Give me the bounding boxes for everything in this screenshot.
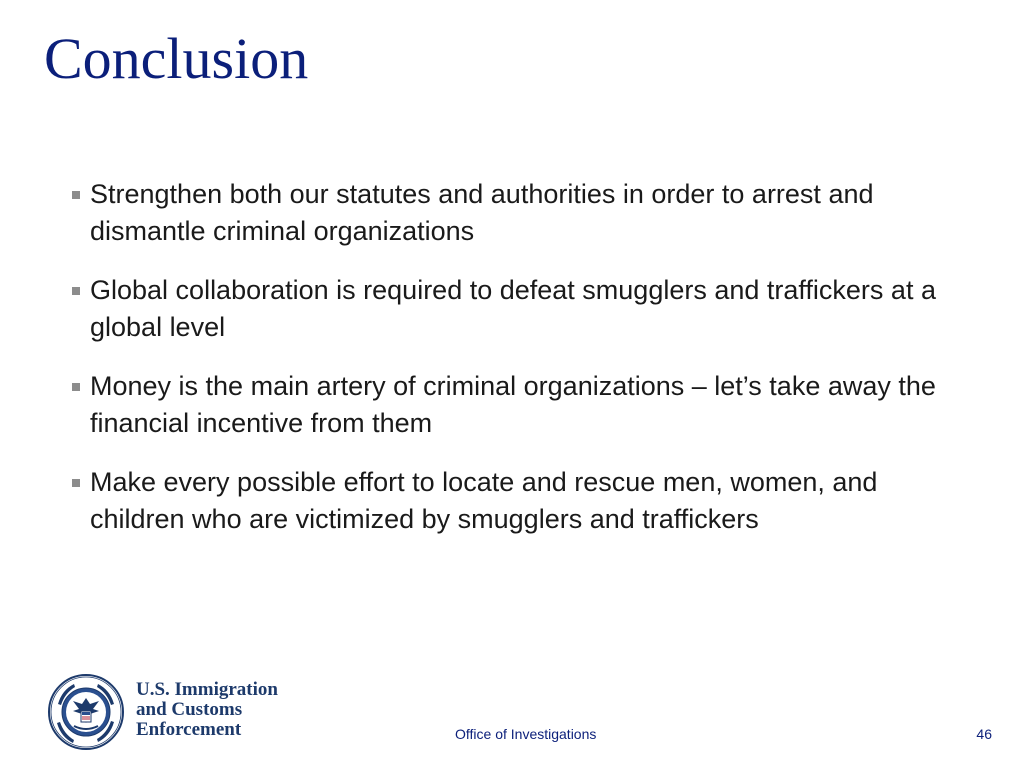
bullet-text: Global collaboration is required to defeat smugglers and traffickers at a global level: [90, 275, 936, 342]
agency-name-line: U.S. Immigration: [136, 679, 278, 700]
square-bullet-icon: [72, 479, 80, 487]
ice-logo: [44, 670, 304, 752]
slide-title: Conclusion: [44, 26, 309, 91]
bullet-item: [72, 368, 972, 442]
agency-name-line: and Customs: [136, 699, 243, 720]
footer-office-label: Office of Investigations: [455, 726, 597, 742]
bullet-text: Money is the main artery of criminal organizations – let’s take away the financial incentive from them: [90, 371, 936, 438]
dhs-seal-icon: [48, 674, 124, 750]
square-bullet-icon: [72, 191, 80, 199]
square-bullet-icon: [72, 287, 80, 295]
agency-name: [136, 680, 278, 740]
agency-name-line: Enforcement: [136, 719, 242, 740]
bullet-text: Make every possible effort to locate and rescue men, women, and children who are victimized by smugglers and traffickers: [90, 467, 878, 534]
square-bullet-icon: [72, 383, 80, 391]
bullet-item: [72, 272, 972, 346]
bullet-text: Strengthen both our statutes and authorities in order to arrest and dismantle criminal organizations: [90, 179, 874, 246]
bullet-list: [72, 176, 972, 560]
bullet-item: [72, 176, 972, 250]
bullet-item: [72, 464, 972, 538]
page-number: 46: [976, 726, 992, 742]
